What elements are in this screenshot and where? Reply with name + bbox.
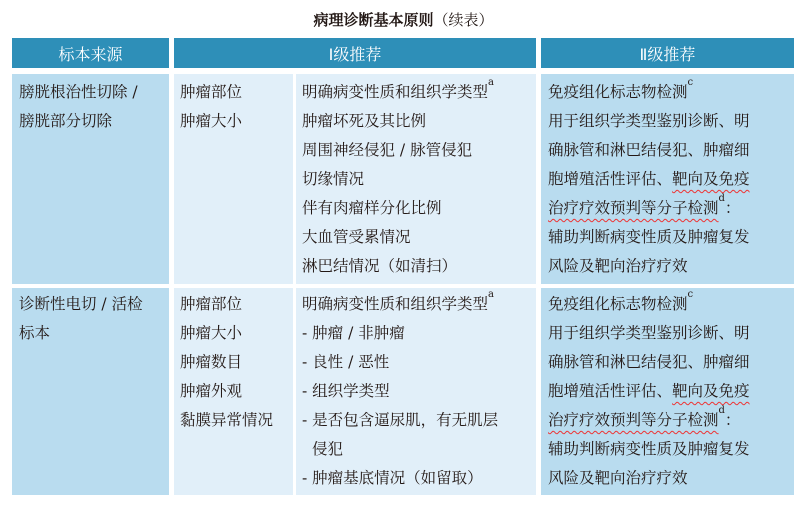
wavy-underlined-text: 治疗疗效预判等分子检测 bbox=[548, 199, 719, 217]
row2-level1-a-cell bbox=[174, 288, 293, 495]
row2-level1-b-line: - 良性 / 恶性 bbox=[302, 353, 390, 371]
header-source-label: 标本来源 bbox=[58, 44, 123, 64]
row1-level1-b-line: 切缘情况 bbox=[302, 170, 365, 188]
row2-level1-b-line: 明确病变性质和组织学类型$^a$ bbox=[302, 289, 494, 313]
header-source bbox=[12, 38, 169, 68]
row1-level2-cell bbox=[541, 74, 794, 284]
row2-level2-line: 胞增殖活性评估、靶向及免疫 bbox=[548, 382, 750, 400]
wavy-underlined-text: 治疗疗效预判等分子检测 bbox=[548, 411, 719, 429]
row2-level1-a-line: 肿瘤数目 bbox=[180, 353, 243, 371]
row1-level1-b-line: 淋巴结情况（如清扫） bbox=[302, 257, 458, 275]
row1-level2-line: 治疗疗效预判等分子检测$^d$： bbox=[548, 193, 741, 217]
wavy-underlined-text: 靶向及免疫 bbox=[672, 170, 750, 188]
row2-level1-b-cell bbox=[296, 288, 536, 495]
row2-level1-a-line: 黏膜异常情况 bbox=[180, 411, 274, 429]
row1-level1-a-line: 肿瘤部位 bbox=[180, 83, 243, 101]
row1-level1-b-line: 周围神经侵犯 / 脉管侵犯 bbox=[302, 141, 473, 159]
row1-level1-b-line: 明确病变性质和组织学类型$^a$ bbox=[302, 77, 494, 101]
row2-level2-cell bbox=[541, 288, 794, 495]
title-suffix: （续表） bbox=[433, 11, 494, 29]
header-level2 bbox=[541, 38, 794, 68]
header-level2-label: Ⅱ级推荐 bbox=[639, 44, 696, 64]
row1-level1-b-line: 伴有肉瘤样分化比例 bbox=[302, 199, 442, 217]
row1-level2-line: 确脉管和淋巴结侵犯、肿瘤细 bbox=[548, 141, 750, 159]
row1-level1-a-cell bbox=[174, 74, 293, 284]
row2-source-cell bbox=[12, 288, 169, 495]
header-level1 bbox=[174, 38, 536, 68]
row1-source-line: 膀胱部分切除 bbox=[19, 112, 113, 130]
row2-level2-line: 风险及靶向治疗疗效 bbox=[548, 469, 688, 487]
row2-level1-b-line: - 肿瘤基底情况（如留取） bbox=[302, 469, 483, 487]
row1-level1-b-cell bbox=[296, 74, 536, 284]
row2-level1-a-line: 肿瘤大小 bbox=[180, 324, 243, 342]
row1-source-line: 膀胱根治性切除 / bbox=[19, 83, 138, 101]
row2-level2-line: 用于组织学类型鉴别诊断、明 bbox=[548, 324, 750, 342]
header-level1-label: Ⅰ级推荐 bbox=[328, 44, 382, 64]
row2-level2-line: 辅助判断病变性质及肿瘤复发 bbox=[548, 440, 750, 458]
row2-level1-a-line: 肿瘤部位 bbox=[180, 295, 243, 313]
wavy-underlined-text: 靶向及免疫 bbox=[672, 382, 750, 400]
row2-source-line: 标本 bbox=[19, 324, 51, 342]
row2-level2-line: 治疗疗效预判等分子检测$^d$： bbox=[548, 405, 741, 429]
row1-source-cell bbox=[12, 74, 169, 284]
row2-level1-a-line: 肿瘤外观 bbox=[180, 382, 243, 400]
row2-level2-line: 免疫组化标志物检测$^c$ bbox=[548, 289, 694, 313]
row1-level2-line: 用于组织学类型鉴别诊断、明 bbox=[548, 112, 750, 130]
row1-level1-b-line: 肿瘤坏死及其比例 bbox=[302, 112, 427, 130]
row1-level1-a-line: 肿瘤大小 bbox=[180, 112, 243, 130]
row1-level1-b-line: 大血管受累情况 bbox=[302, 228, 411, 246]
row1-level2-line: 免疫组化标志物检测$^c$ bbox=[548, 77, 694, 101]
row1-level2-line: 辅助判断病变性质及肿瘤复发 bbox=[548, 228, 750, 246]
row2-level1-b-line: - 组织学类型 bbox=[302, 382, 390, 400]
row2-level1-b-line: - 肿瘤 / 非肿瘤 bbox=[302, 324, 405, 342]
row1-level2-line: 胞增殖活性评估、靶向及免疫 bbox=[548, 170, 750, 188]
row2-level2-line: 确脉管和淋巴结侵犯、肿瘤细 bbox=[548, 353, 750, 371]
row1-level2-line: 风险及靶向治疗疗效 bbox=[548, 257, 688, 275]
row2-level1-b-line: - 是否包含逼尿肌，有无肌层 bbox=[302, 411, 499, 429]
title-main: 病理诊断基本原则 bbox=[313, 11, 434, 29]
row2-level1-b-line: 侵犯 bbox=[312, 440, 344, 458]
row2-source-line: 诊断性电切 / 活检 bbox=[19, 295, 143, 313]
page-title bbox=[0, 9, 807, 30]
